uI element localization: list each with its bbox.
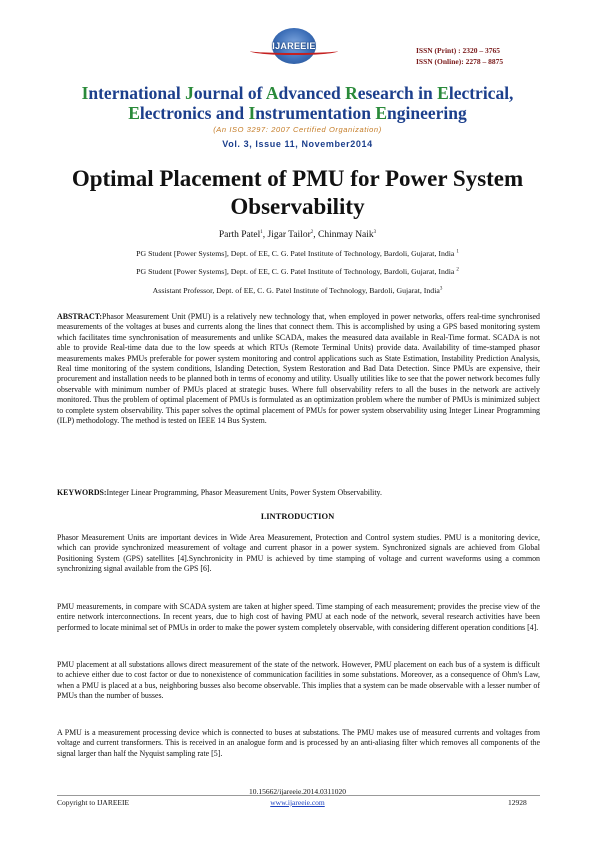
journal-title-part: R: [345, 83, 358, 103]
journal-title-line1: [60, 83, 535, 103]
affiliation: [0, 249, 595, 258]
website-link[interactable]: www.ijareeie.com: [270, 798, 325, 807]
issn-online: ISSN (Online): 2278 – 8875: [416, 57, 504, 66]
issn-print: ISSN (Print) : 2320 – 3765: [416, 46, 500, 55]
author-sup: 2: [310, 229, 314, 235]
journal-title-part: A: [265, 83, 279, 103]
footer-divider: [57, 795, 540, 796]
journal-title-part: lectrical,: [448, 83, 514, 103]
author-name: Jigar Tailor: [267, 230, 311, 240]
journal-title-part: lectronics and: [139, 103, 249, 123]
abstract-text: Phasor Measurement Unit (PMU) is a relatively new technology that, when employed in power networks, offers real-time synchronised measurements of the voltages at buses and currents along the lines that connect them. This is accomplished by using a GPS based monitoring system which facilitates time synchronisation of measurements and unlike SCADA, makes the measured data available in Real-Time format. SCADA is not able to provide Real-time data due to the low speeds at which RTUs (Remote Terminal Units) provide data. Availability of time-stamped phasor measurements makes PMUs preferable for power system monitoring and control applications such as State Estimation, Instability Prediction Analysis, Real time monitoring of the system conditions, Islanding Detection, System Restoration and Bad Data Detection. Since PMUs are expensive, their procurement and installation needs to be planned both in terms of economy and utility. Usually utilities like to see that the power network becomes fully observable with minimum number of PMUs placed at strategic buses. Where full observability refers to all the buses in the network are actively monitored. Thus the problem of optimal placement of PMUs is formulated as an optimization problem where the number of PMUs is minimized subject to complete system observability. This paper solves the optimal placement of PMUs for power system observability using Integer Linear Programming (ILP) methodology. The method is tested on IEEE 14 Bus System.: [57, 312, 540, 426]
journal-title-part: J: [185, 83, 194, 103]
journal-title-part: ngineering: [387, 103, 467, 123]
journal-title-part: E: [128, 103, 140, 123]
affiliation: [0, 267, 595, 276]
affiliation-text: PG Student [Power Systems], Dept. of EE, C. G. Patel Institute of Technology, Bardoli, Gujarat, India: [136, 249, 457, 258]
journal-title-part: nternational: [88, 83, 186, 103]
affiliation-sup: 3: [439, 286, 443, 292]
journal-title-part: ournal of: [193, 83, 266, 103]
author-name: Parth Patel: [218, 230, 261, 240]
page-number: 12928: [508, 798, 527, 807]
volume-issue: Vol. 3, Issue 11, November2014: [222, 139, 373, 149]
keywords-label: KEYWORDS:: [57, 488, 107, 497]
journal-title-part: I: [81, 83, 89, 103]
journal-title-part: esearch in: [357, 83, 438, 103]
body-paragraph: PMU placement at all substations allows direct measurement of the state of the network. However, PMU placement on each bus of a system is difficult to achieve either due to cost factor or due to nonexistence of communication facilities in some substations. Moreover, as a consequence of Ohm's Law, when a PMU is placed at a bus, neighboring busses also become observable. This implies that a system can be made observable with a lesser number of PMUs than the number of busses.: [57, 660, 540, 701]
body-paragraph: PMU measurements, in compare with SCADA system are taken at higher speed. Time stamping of each measurement; provides the precise view of the entire network interconnections. In recent years, due to high cost of having PMU at each node of the network, several research activities have been performed to locate minimal set of PMUs in order to make the power system completely observable, with considering different operation conditions [4].: [57, 602, 540, 632]
body-paragraph: Phasor Measurement Units are important devices in Wide Area Measurement, Protection and Control system studies. PMU is a monitoring device, which can provide synchronized measurement of voltage and current phasor in a power system. Synchronized signals are achieved from Global Positioning System (GPS) satellites [4].Synchronicity in PMU is achieved by time stamping of voltage and current waveforms using a common synchronizing signal available from the GPS [6].: [57, 533, 540, 574]
journal-title-part: dvanced: [278, 83, 346, 103]
journal-title-part: nstrumentation: [255, 103, 376, 123]
author-sup: 1: [260, 229, 263, 235]
keywords-text: Integer Linear Programming, Phasor Measurement Units, Power System Observability.: [106, 488, 382, 497]
journal-title-line2: [60, 103, 535, 123]
affiliation-sup: 2: [456, 267, 459, 273]
affiliation-sup: 1: [456, 249, 459, 255]
body-paragraph: A PMU is a measurement processing device which is connected to buses at substations. The PMU makes use of measured currents and voltages from voltage and current transformers. This is received in an analogue form and is processed by an anti-aliasing filter which removes all components of the signal larger than half the Nyquist sampling rate [5].: [57, 728, 540, 758]
author-sup: 3: [373, 229, 377, 235]
affiliation-text: PG Student [Power Systems], Dept. of EE, C. G. Patel Institute of Technology, Bardoli, Gujarat, India: [136, 267, 457, 276]
journal-title-part: E: [437, 83, 449, 103]
journal-title-part: I: [248, 103, 256, 123]
abstract-label: ABSTRACT:: [57, 312, 103, 321]
logo-text: IJAREEIE: [272, 41, 316, 51]
section-heading: I.INTRODUCTION: [260, 511, 335, 521]
author-name: Chinmay Naik: [317, 230, 374, 240]
affiliation: [0, 286, 595, 295]
paper-title: Optimal Placement of PMU for Power System Observability: [71, 166, 524, 219]
author-list: Parth Patel$^1$, Jigar Tailor$^2$, Chinmay Naik$^3$: [218, 229, 377, 240]
affiliation-text: Assistant Professor, Dept. of EE, C. G. Patel Institute of Technology, Bardoli, Gujarat, India: [152, 286, 440, 295]
journal-title-part: E: [375, 103, 388, 123]
journal-title: [60, 83, 535, 123]
certification-text: (An ISO 3297: 2007 Certified Organization): [213, 125, 382, 134]
doi: 10.15662/ijareeie.2014.0311020: [249, 787, 346, 796]
keywords: [57, 488, 540, 498]
journal-logo: [226, 28, 362, 64]
copyright: Copyright to IJAREEIE: [57, 798, 130, 807]
abstract: [57, 312, 540, 426]
